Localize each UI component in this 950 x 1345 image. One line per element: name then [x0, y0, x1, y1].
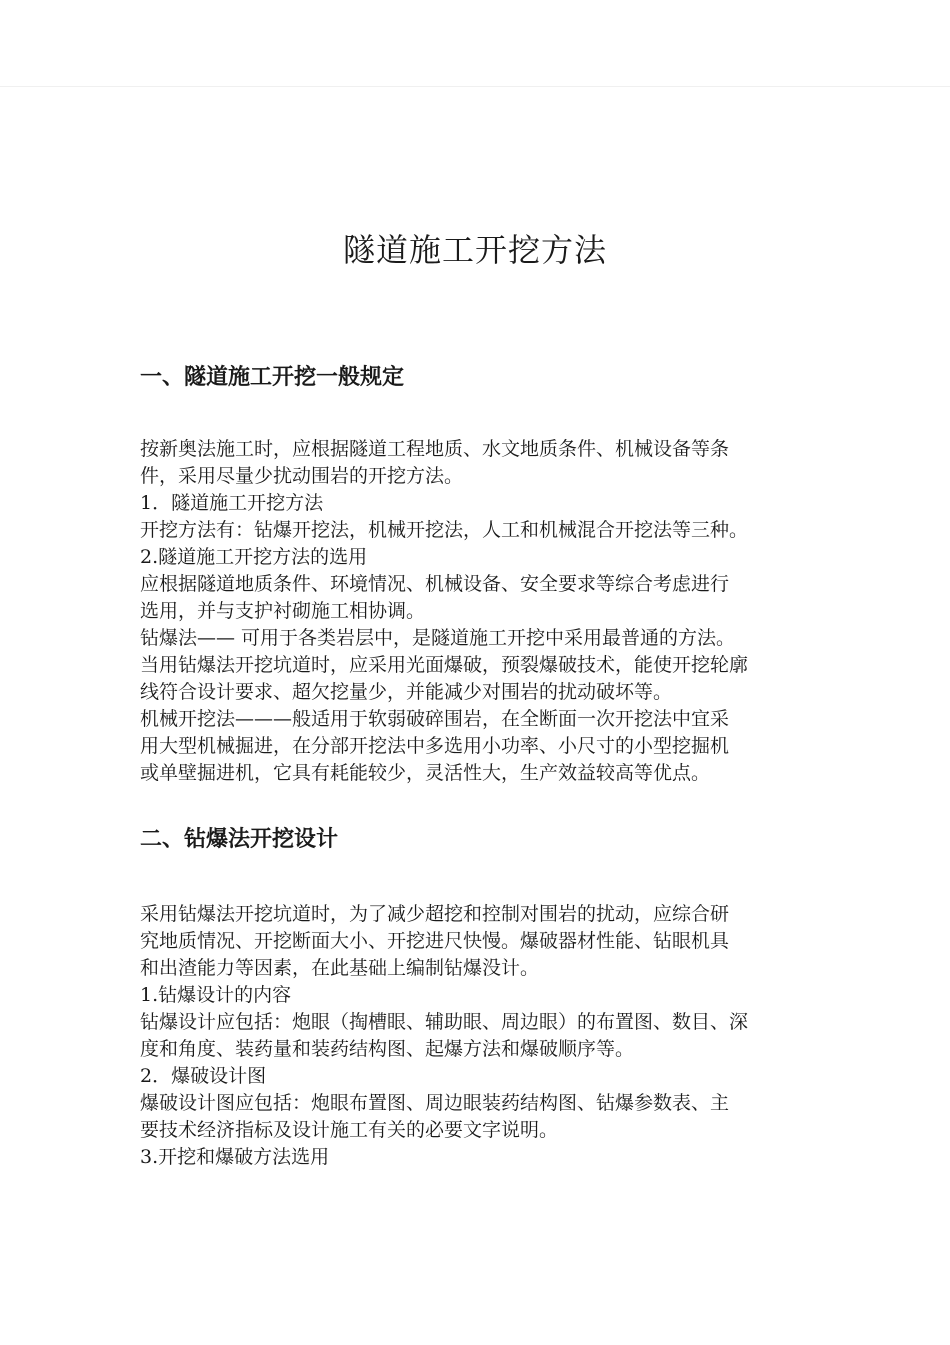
paragraph-line: 或单壁掘进机，它具有耗能较少，灵活性大，生产效益较高等优点。 — [140, 762, 711, 784]
paragraph-line: 究地质情况、开挖断面大小、开挖进尺快慢。爆破器材性能、钻眼机具 — [140, 930, 730, 952]
paragraph-line: 机械开挖法———般适用于软弱破碎围岩，在全断面一次开挖法中宜采 — [140, 708, 730, 730]
paragraph-line: 1.钻爆设计的内容 — [140, 984, 292, 1006]
paragraph-line: 钻爆法—— 可用于各类岩层中，是隧道施工开挖中采用最普通的方法。 — [140, 627, 736, 649]
paragraph-line: 1．隧道施工开挖方法 — [140, 492, 324, 514]
paragraph-line: 3.开挖和爆破方法选用 — [140, 1146, 330, 1168]
paragraph-line: 度和角度、装药量和装药结构图、起爆方法和爆破顺序等。 — [140, 1038, 635, 1060]
section-body-general-rules — [140, 436, 818, 787]
paragraph-line: 线符合设计要求、超欠挖量少，并能减少对围岩的扰动破坏等。 — [140, 681, 673, 703]
paragraph-line: 2.隧道施工开挖方法的选用 — [140, 546, 368, 568]
section-heading-drill-blast-design: 二、钻爆法开挖设计 — [140, 827, 339, 852]
paragraph-line: 用大型机械掘进，在分部开挖法中多选用小功率、小尺寸的小型挖掘机 — [140, 735, 730, 757]
document-title: 隧道施工开挖方法 — [342, 231, 607, 269]
paragraph-line: 和出渣能力等因素，在此基础上编制钻爆没计。 — [140, 957, 540, 979]
paragraph-line: 按新奥法施工时，应根据隧道工程地质、水文地质条件、机械设备等条 — [140, 438, 730, 460]
paragraph-line: 采用钻爆法开挖坑道时，为了减少超挖和控制对围岩的扰动，应综合研 — [140, 903, 730, 925]
paragraph-line: 钻爆设计应包括：炮眼（掏槽眼、辅助眼、周边眼）的布置图、数目、深 — [140, 1011, 749, 1033]
page-top-divider — [0, 86, 950, 87]
paragraph-line: 爆破设计图应包括：炮眼布置图、周边眼装药结构图、钻爆参数表、主 — [140, 1092, 730, 1114]
paragraph-line: 2．爆破设计图 — [140, 1065, 267, 1087]
paragraph-line: 要技术经济指标及设计施工有关的必要文字说明。 — [140, 1119, 559, 1141]
paragraph-line: 件，采用尽量少扰动围岩的开挖方法。 — [140, 465, 464, 487]
paragraph-line: 当用钻爆法开挖坑道时，应采用光面爆破，预裂爆破技术，能使开挖轮廓 — [140, 654, 749, 676]
section-body-drill-blast-design — [140, 901, 818, 1171]
paragraph-line: 应根据隧道地质条件、环境情况、机械设备、安全要求等综合考虑进行 — [140, 573, 730, 595]
section-heading-general-rules: 一、隧道施工开挖一般规定 — [140, 365, 405, 390]
paragraph-line: 选用，并与支护衬砌施工相协调。 — [140, 600, 426, 622]
paragraph-line: 开挖方法有：钻爆开挖法，机械开挖法，人工和机械混合开挖法等三种。 — [140, 519, 749, 541]
